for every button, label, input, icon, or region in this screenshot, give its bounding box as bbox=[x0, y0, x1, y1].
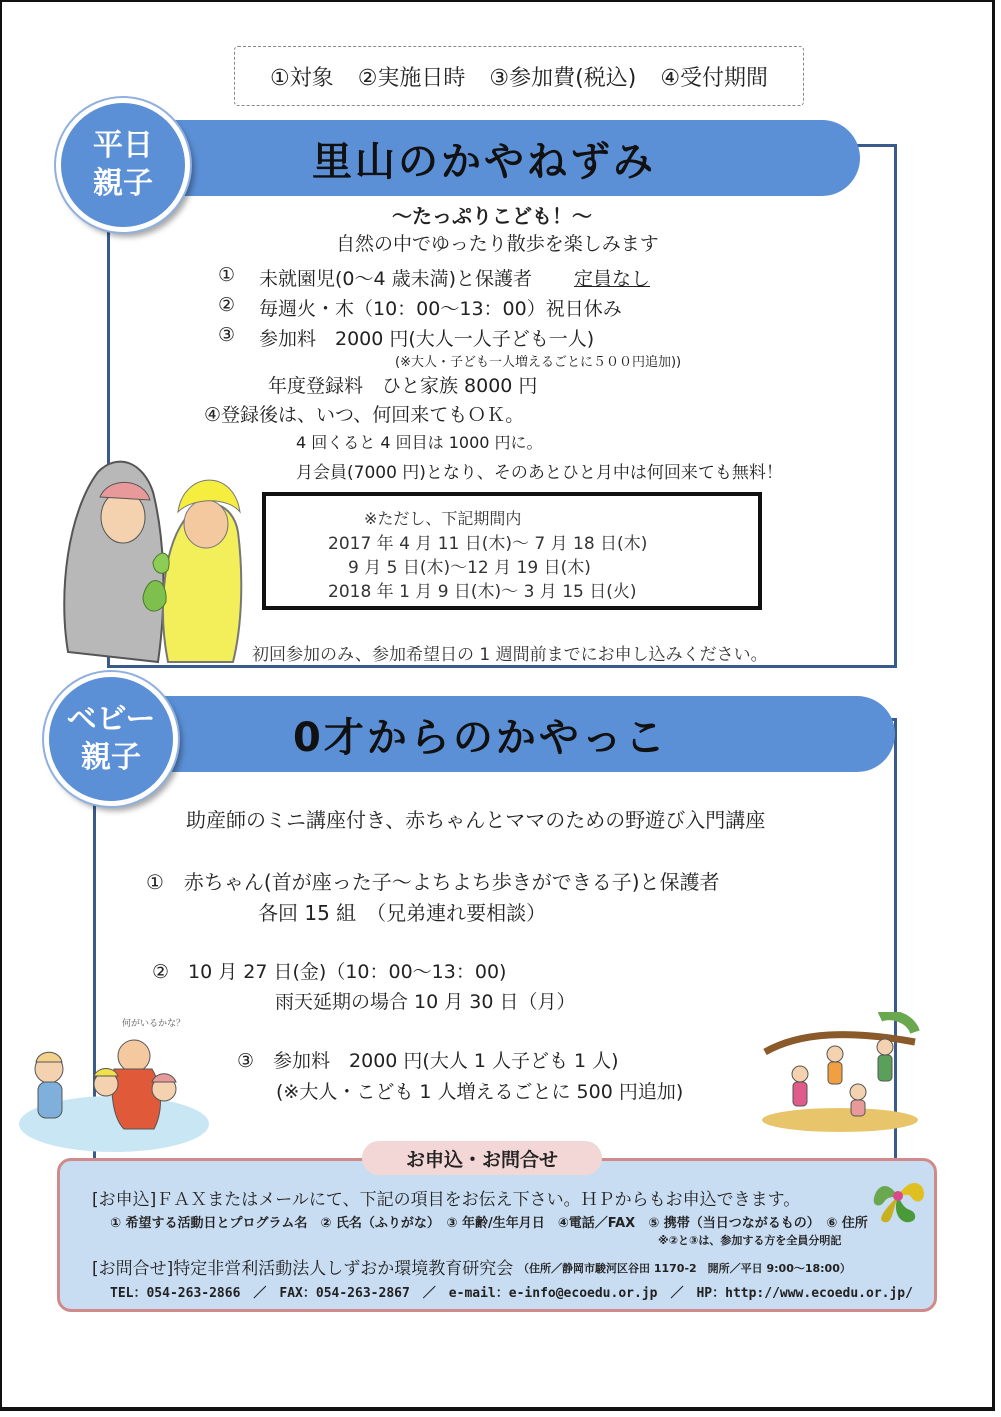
legend-datetime: ②実施日時 bbox=[357, 65, 466, 91]
contact-apply-items: ① 希望する活動日とプログラム名 ② 氏名（ふりがな） ③ 年齢/生年月日 ④電話／FAX ⑤ 携帯（当日つながるもの） ⑥ 住所 bbox=[110, 1216, 868, 1231]
section2-item2-sub: 雨天延期の場合 10 月 30 日（月） bbox=[275, 991, 576, 1013]
period-row-2: 9 月 5 日(木)～12 月 19 日(木) bbox=[348, 558, 591, 578]
section1-item1-capacity: 定員なし bbox=[574, 268, 651, 290]
period-row-3: 2018 年 1 月 9 日(木)～ 3 月 15 日(火) bbox=[328, 582, 637, 602]
section1-subtitle: ～たっぷりこども！～ bbox=[392, 204, 592, 228]
legend-target: ①対象 bbox=[269, 65, 334, 91]
section2-title: 0才からのかやっこ bbox=[293, 714, 668, 761]
organization-logo bbox=[866, 1168, 930, 1226]
stream-kids-illustration bbox=[14, 1014, 214, 1154]
section1-footnote: 初回参加のみ、参加希望日の 1 週間前までにお申し込みください。 bbox=[252, 645, 768, 665]
contact-apply-line: [お申込]ＦＡＸまたはメールにて、下記の項目をお伝え下さい。ＨＰからもお申込できます。 bbox=[92, 1190, 801, 1210]
section1-title-band bbox=[130, 120, 860, 196]
section2-item3-text: ③ 参加料 2000 円(大人 1 人子ども 1 人) bbox=[237, 1050, 619, 1072]
section1-item2-num: ② bbox=[218, 294, 236, 316]
section1-item4-sub1: 4 回くると 4 回目は 1000 円に。 bbox=[296, 433, 543, 452]
section2-intro: 助産師のミニ講座付き、赤ちゃんとママのための野遊び入門講座 bbox=[186, 808, 766, 832]
section1-badge bbox=[56, 98, 190, 232]
section1-intro: 自然の中でゆったり散歩を楽しみます bbox=[336, 233, 659, 255]
section1-item3-num: ③ bbox=[218, 324, 236, 346]
section1-item1-text: 未就園児(0～4 歳未満)と保護者 bbox=[259, 268, 533, 290]
section1-title: 里山のかやねずみ bbox=[312, 138, 656, 185]
section1-item1-num: ① bbox=[218, 264, 236, 286]
section1-badge-line1: 平日 bbox=[93, 128, 153, 163]
section2-badge-line2: 親子 bbox=[81, 740, 141, 775]
tree-kids-illustration bbox=[760, 1012, 920, 1132]
contact-address: （住所／静岡市駿河区谷田 1170-2 開所／平日 9:00～18:00） bbox=[518, 1262, 851, 1275]
contact-tab: お申込・お問合せ bbox=[362, 1141, 602, 1175]
contact-inquiry-line: [お問合せ]特定非営利活動法人しずおか環境教育研究会 bbox=[92, 1259, 514, 1279]
raincoat-kids-illustration bbox=[48, 452, 248, 670]
section2-item1-sub: 各回 15 組 （兄弟連れ要相談） bbox=[258, 901, 547, 925]
section1-item4-text: ④登録後は、いつ、何回来てもＯＫ。 bbox=[204, 404, 525, 426]
legend-box bbox=[234, 46, 804, 106]
section1-item3-note: (※大人・子ども一人増えるごとに５００円追加)) bbox=[395, 355, 682, 370]
period-heading: ※ただし、下記期間内 bbox=[364, 509, 522, 528]
section1-item4-sub2: 月会員(7000 円)となり、そのあとひと月中は何回来ても無料！ bbox=[296, 463, 783, 483]
section1-item2-text: 毎週火・木（10：00～13：00）祝日休み bbox=[259, 298, 622, 320]
legend-fee: ③参加費(税込) bbox=[489, 65, 637, 91]
period-box bbox=[262, 492, 762, 610]
contact-apply-note: ※②と③は、参加する方を全員分明記 bbox=[658, 1234, 842, 1247]
section2-title-band bbox=[110, 696, 895, 772]
section2-item3-sub: (※大人・こども 1 人増えるごとに 500 円追加) bbox=[276, 1081, 684, 1103]
section2-badge-line1: ベビー bbox=[66, 702, 156, 737]
legend-period: ④受付期間 bbox=[660, 65, 769, 91]
section1-item3-text: 参加料 2000 円(大人一人子ども一人) bbox=[259, 328, 595, 350]
contact-details: TEL：054-263-2866 ／ FAX：054-263-2867 ／ e-mail：e-info@ecoedu.or.jp ／ HP：http://www.ecoedu.or.jp/ bbox=[110, 1286, 913, 1301]
section2-item2-text: ② 10 月 27 日(金)（10：00～13：00) bbox=[152, 961, 507, 983]
stream-illustration-label: 何がいるかな？ bbox=[122, 1019, 186, 1029]
section2-item1-text: ① 赤ちゃん(首が座った子～よちよち歩きができる子)と保護者 bbox=[146, 870, 720, 894]
section1-badge-line2: 親子 bbox=[93, 166, 153, 201]
period-row-1: 2017 年 4 月 11 日(木)～ 7 月 18 日(木) bbox=[328, 534, 648, 554]
section1-registration-fee: 年度登録料 ひと家族 8000 円 bbox=[268, 375, 538, 397]
section2-badge bbox=[44, 672, 178, 806]
